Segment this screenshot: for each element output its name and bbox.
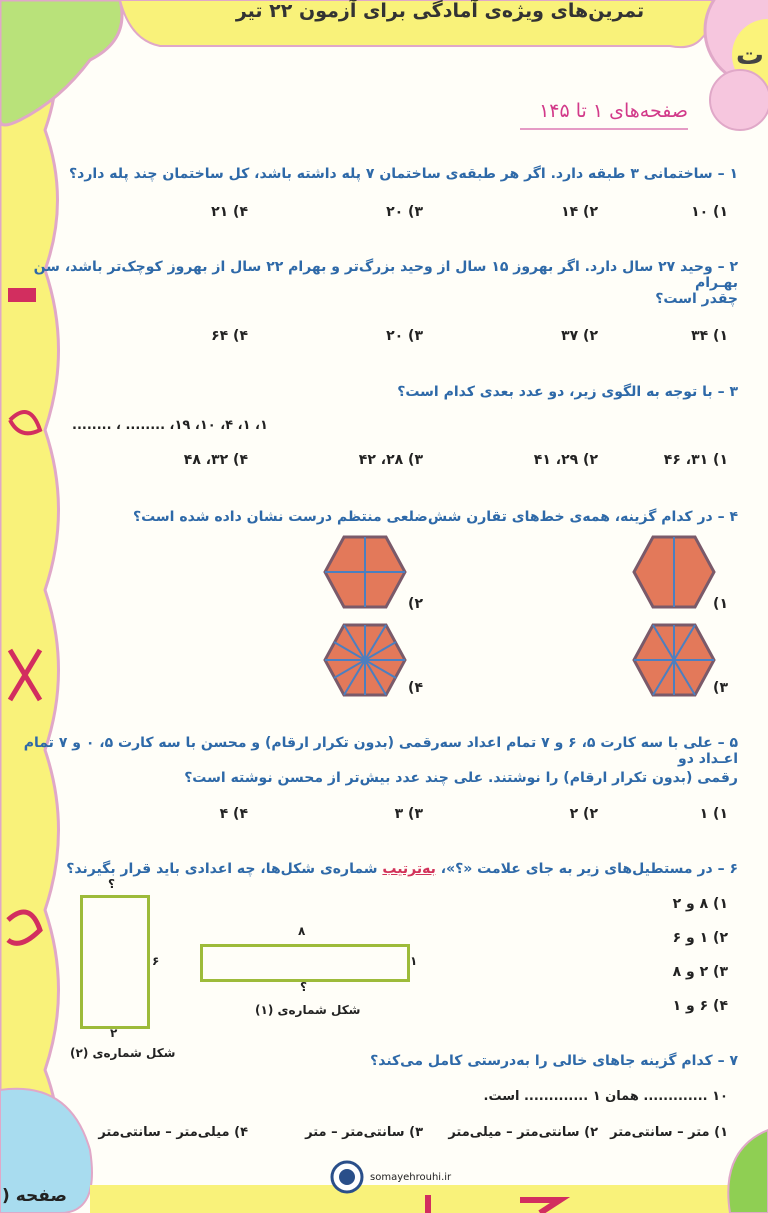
question-3: ۳ – با توجه به الگوی زیر، دو عدد بعدی کدام است؟ — [397, 384, 738, 400]
subtitle-underline — [520, 128, 688, 130]
q3-option-4[interactable]: ۴) ۳۲، ۴۸ — [183, 452, 248, 468]
site-url[interactable]: somayehrouhi.ir — [370, 1172, 452, 1183]
q2-option-2[interactable]: ۲) ۳۷ — [561, 328, 598, 344]
question-6-text-a: در مستطیل‌های زیر به جای علامت «؟»، — [435, 861, 713, 877]
q1-option-4[interactable]: ۴) ۲۱ — [211, 204, 248, 220]
rectangle-figure-2 — [80, 895, 150, 1029]
q6-option-1[interactable]: ۱) ۸ و ۲ — [672, 896, 728, 912]
question-3-text: با توجه به الگوی زیر، دو عدد بعدی کدام است؟ — [397, 384, 713, 400]
question-1-text: ساختمانی ۳ طبقه دارد. اگر هر طبقه‌ی ساختمان ۷ پله داشته باشد، کل ساختمان چند پله دارد؟ — [69, 166, 713, 182]
header-title: تمرین‌های ویژه‌ی آمادگی برای آزمون ۲۲ تیر — [235, 0, 645, 22]
hexagon-option-1-figure[interactable] — [632, 534, 716, 610]
question-5-line2: رقمی (بدون تکرار ارقام) را نوشتند. علی چند عدد بیش‌تر از محسن نوشته است؟ — [184, 770, 738, 786]
question-2-line2: چقدر است؟ — [655, 291, 738, 307]
q7-option-4[interactable]: ۴) میلی‌متر – سانتی‌متر — [98, 1125, 248, 1140]
question-2-number: ۲ — [729, 259, 738, 275]
question-6-number: ۶ — [729, 861, 738, 877]
q7-option-3[interactable]: ۳) سانتی‌متر – متر — [305, 1125, 423, 1140]
q6-option-3[interactable]: ۳) ۲ و ۸ — [672, 964, 728, 980]
q4-option-4[interactable]: ۴) — [408, 680, 423, 696]
question-7: ۷ – کدام گزینه جاهای خالی را به‌درستی کامل می‌کند؟ — [370, 1053, 738, 1069]
q5-option-4[interactable]: ۴) ۴ — [219, 806, 248, 822]
hexagon-option-3-figure[interactable] — [632, 622, 716, 698]
q1-option-1[interactable]: ۱) ۱۰ — [691, 204, 728, 220]
hexagon-option-4-figure[interactable] — [323, 622, 407, 698]
question-7-number: ۷ — [729, 1053, 738, 1069]
q7-option-2[interactable]: ۲) سانتی‌متر – میلی‌متر — [448, 1125, 598, 1140]
fig2-caption: شکل شماره‌ی (۲) — [70, 1046, 176, 1060]
fig2-side-label: ۶ — [152, 954, 160, 968]
question-4: ۴ – در کدام گزینه، همه‌ی خط‌های تقارن شش‌ضلعی منتظم درست نشان داده شده است؟ — [132, 509, 738, 525]
q5-option-2[interactable]: ۲) ۲ — [569, 806, 598, 822]
q4-option-3[interactable]: ۳) — [713, 680, 728, 696]
header-side-letter: ت — [735, 38, 764, 71]
question-1: ۱ – ساختمانی ۳ طبقه دارد. اگر هر طبقه‌ی ساختمان ۷ پله داشته باشد، کل ساختمان چند پله دارد؟ — [69, 166, 738, 182]
q3-option-3[interactable]: ۳) ۲۸، ۴۲ — [358, 452, 423, 468]
q3-option-1[interactable]: ۱) ۳۱، ۴۶ — [663, 452, 728, 468]
q3-pattern: ۱، ۱، ۴، ۱۰، ۱۹، ........ ، ........ — [72, 418, 268, 433]
q7-statement: ۱۰ ............. همان ۱ ............. است. — [483, 1089, 728, 1104]
q6-option-2[interactable]: ۲) ۱ و ۶ — [672, 930, 728, 946]
rectangle-figure-1 — [200, 944, 410, 982]
question-6: ۶ – در مستطیل‌های زیر به جای علامت «؟»، به‌ترتیب شماره‌ی شکل‌ها، چه اعدادی باید قرار بگیرند؟ — [66, 861, 738, 877]
question-5-text-line1: علی با سه کارت ۵، ۶ و ۷ تمام اعداد سه‌رقمی (بدون تکرار ارقام) و محسن با سه کارت ۵، ۰ و ۷ تمام اعـداد دو — [23, 735, 738, 767]
question-4-text: در کدام گزینه، همه‌ی خط‌های تقارن شش‌ضلعی منتظم درست نشان داده شده است؟ — [132, 509, 713, 525]
q3-option-2[interactable]: ۲) ۲۹، ۴۱ — [533, 452, 598, 468]
fig2-bottom-label: ۲ — [110, 1026, 118, 1040]
q6-option-4[interactable]: ۴) ۶ و ۱ — [672, 998, 728, 1014]
question-2: ۲ – وحید ۲۷ سال دارد. اگر بهروز ۱۵ سال از وحید بزرگ‌تر و بهرام ۲۲ سال از بهروز کوچک‌تر باشد، سن بهـرام — [33, 259, 738, 291]
question-1-number: ۱ — [729, 166, 738, 182]
q5-option-3[interactable]: ۳) ۳ — [394, 806, 423, 822]
q1-option-3[interactable]: ۳) ۲۰ — [386, 204, 423, 220]
fig1-side-label: ۱ — [410, 954, 418, 968]
fig1-bottom-label: ؟ — [300, 980, 307, 994]
fig1-caption: شکل شماره‌ی (۱) — [255, 1003, 361, 1017]
q2-option-4[interactable]: ۴) ۶۴ — [211, 328, 248, 344]
q1-option-2[interactable]: ۲) ۱۴ — [561, 204, 598, 220]
question-2-text-line1: وحید ۲۷ سال دارد. اگر بهروز ۱۵ سال از وحید بزرگ‌تر و بهرام ۲۲ سال از بهروز کوچک‌تر باشد، سن بهـرام — [33, 259, 738, 291]
q4-option-2[interactable]: ۲) — [408, 596, 423, 612]
hexagon-option-2-figure[interactable] — [323, 534, 407, 610]
q2-option-1[interactable]: ۱) ۳۴ — [691, 328, 728, 344]
question-3-number: ۳ — [729, 384, 738, 400]
q5-option-1[interactable]: ۱) ۱ — [699, 806, 728, 822]
site-logo — [330, 1160, 364, 1194]
fig1-top-label: ۸ — [298, 924, 306, 938]
page-range-subtitle: صفحه‌های ۱ تا ۱۴۵ — [539, 100, 688, 122]
q7-option-1[interactable]: ۱) متر – سانتی‌متر — [610, 1125, 728, 1140]
question-6-text-b: شماره‌ی شکل‌ها، چه اعدادی باید قرار بگیرند؟ — [66, 861, 383, 877]
question-5-number: ۵ — [729, 735, 738, 751]
question-4-number: ۴ — [729, 509, 738, 525]
fig2-top-label: ؟ — [108, 877, 115, 891]
question-5: ۵ – علی با سه کارت ۵، ۶ و ۷ تمام اعداد سه‌رقمی (بدون تکرار ارقام) و محسن با سه کارت ۵، ۰ و ۷ تمام اعـداد دو — [23, 735, 738, 767]
question-6-highlight: به‌ترتیب — [382, 861, 436, 877]
question-7-text: کدام گزینه جاهای خالی را به‌درستی کامل می‌کند؟ — [370, 1053, 713, 1069]
q2-option-3[interactable]: ۳) ۲۰ — [386, 328, 423, 344]
q4-option-1[interactable]: ۱) — [713, 596, 728, 612]
page-number-label: صفحه ( — [2, 1186, 67, 1206]
